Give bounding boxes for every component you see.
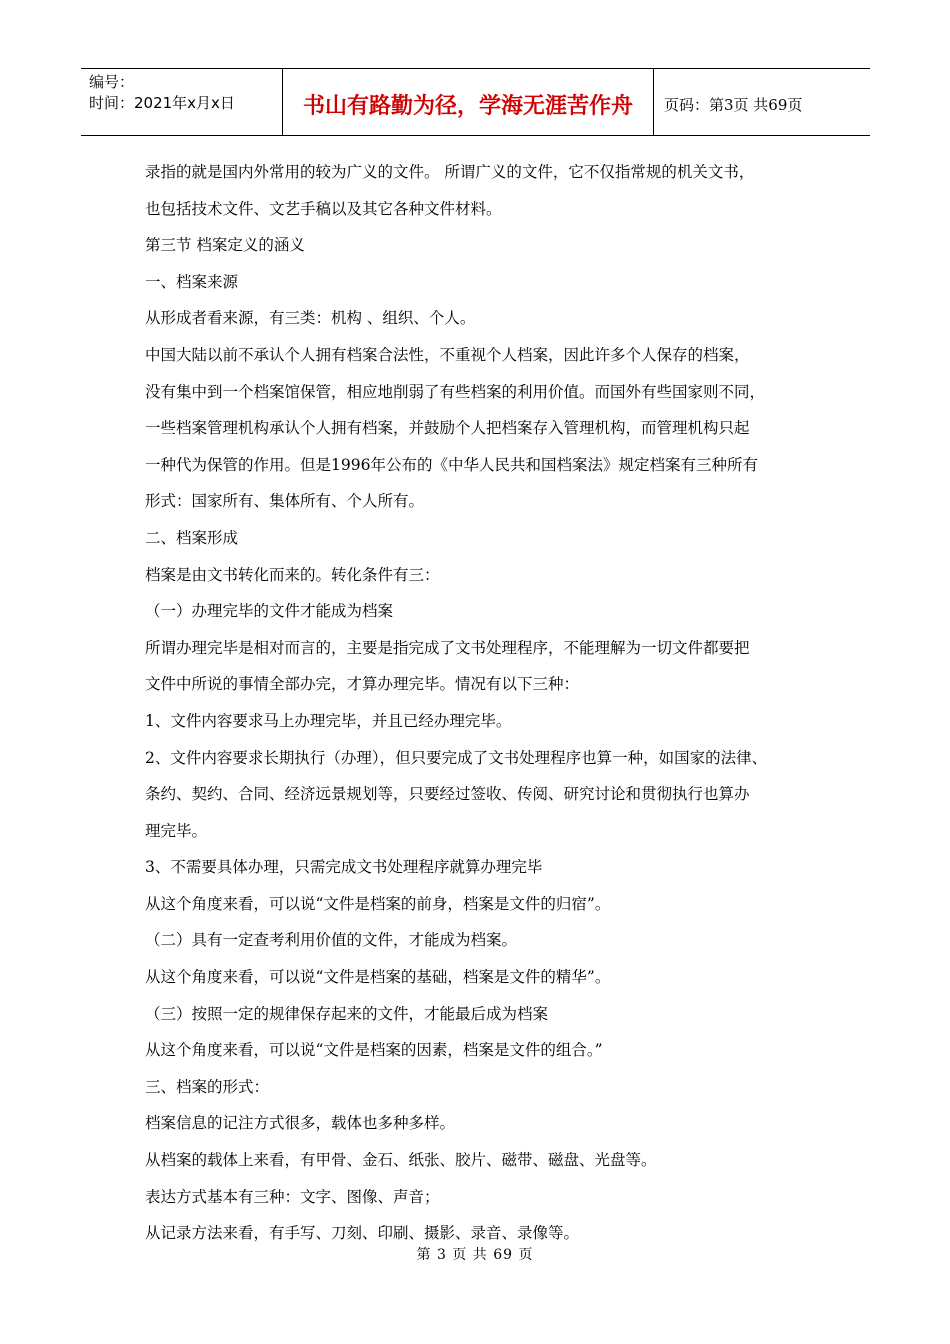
text-line: 理完毕。 bbox=[145, 821, 208, 840]
section-heading: 第三节 档案定义的涵义 bbox=[145, 236, 305, 255]
text-line: 3、不需要具体办理，只需完成文书处理程序就算办理完毕 bbox=[145, 858, 543, 877]
subsection-heading: 三、档案的形式： bbox=[145, 1077, 270, 1096]
text-line: 从这个角度来看，可以说“文件是档案的基础，档案是文件的精华”。 bbox=[145, 968, 611, 987]
text-line: 从这个角度来看，可以说“文件是档案的因素，档案是文件的组合。” bbox=[145, 1041, 603, 1060]
text-line: （二）具有一定查考利用价值的文件，才能成为档案。 bbox=[145, 931, 518, 950]
text-line: 档案信息的记注方式很多，载体也多种多样。 bbox=[145, 1114, 456, 1133]
subsection-heading: 二、档案形成 bbox=[145, 528, 239, 547]
header-meta bbox=[81, 69, 282, 136]
text-line: 录指的就是国内外常用的较为广义的文件。 所谓广义的文件，它不仅指常规的机关文书， bbox=[145, 163, 755, 181]
text-line: （一）办理完毕的文件才能成为档案 bbox=[145, 602, 394, 621]
text-line: 形式：国家所有、集体所有、个人所有。 bbox=[145, 492, 425, 511]
text-line: 从这个角度来看，可以说“文件是档案的前身，档案是文件的归宿”。 bbox=[145, 894, 611, 913]
text-line: 2、文件内容要求长期执行（办理），但只要完成了文书处理程序也算一种，如国家的法律、 bbox=[145, 748, 768, 767]
text-line: 所谓办理完毕是相对而言的，主要是指完成了文书处理程序，不能理解为一切文件都要把 bbox=[145, 638, 750, 657]
text-line: 中国大陆以前不承认个人拥有档案合法性，不重视个人档案，因此许多个人保存的档案， bbox=[145, 345, 750, 364]
text-line: 档案是由文书转化而来的。转化条件有三： bbox=[145, 565, 440, 584]
text-line: 也包括技术文件、文艺手稿以及其它各种文件材料。 bbox=[145, 199, 502, 218]
text-line: 一种代为保管的作用。但是1996年公布的《中华人民共和国档案法》规定档案有三种所有 bbox=[145, 455, 758, 474]
document-body bbox=[145, 154, 835, 1252]
text-line: 文件中所说的事情全部办完，才算办理完毕。情况有以下三种： bbox=[145, 675, 580, 694]
subsection-heading: 一、档案来源 bbox=[145, 272, 239, 291]
text-line: （三）按照一定的规律保存起来的文件，才能最后成为档案 bbox=[145, 1004, 549, 1023]
text-line: 表达方式基本有三种：文字、图像、声音； bbox=[145, 1187, 440, 1206]
header-number-label: 编号： bbox=[89, 73, 135, 91]
header-date-label: 时间：2021年x月x日 bbox=[89, 94, 235, 112]
text-line: 从形成者看来源，有三类：机构 、组织、个人。 bbox=[145, 309, 476, 328]
page-header bbox=[81, 68, 870, 136]
text-line: 一些档案管理机构承认个人拥有档案，并鼓励个人把档案存入管理机构，而管理机构只起 bbox=[145, 419, 750, 438]
header-page-info: 页码：第3页 共69页 bbox=[664, 96, 803, 114]
text-line: 从档案的载体上来看，有甲骨、金石、纸张、胶片、磁带、磁盘、光盘等。 bbox=[145, 1151, 657, 1170]
text-line: 条约、契约、合同、经济远景规划等，只要经过签收、传阅、研究讨论和贯彻执行也算办 bbox=[145, 785, 750, 804]
text-line: 从记录方法来看，有手写、刀刻、印刷、摄影、录音、录像等。 bbox=[145, 1224, 580, 1243]
page-footer: 第 3 页 共 69 页 bbox=[416, 1247, 534, 1263]
text-line: 1、文件内容要求马上办理完毕，并且已经办理完毕。 bbox=[145, 711, 512, 730]
header-motto: 书山有路勤为径，学海无涯苦作舟 bbox=[282, 69, 654, 136]
text-line: 没有集中到一个档案馆保管，相应地削弱了有些档案的利用价值。而国外有些国家则不同， bbox=[145, 382, 766, 401]
